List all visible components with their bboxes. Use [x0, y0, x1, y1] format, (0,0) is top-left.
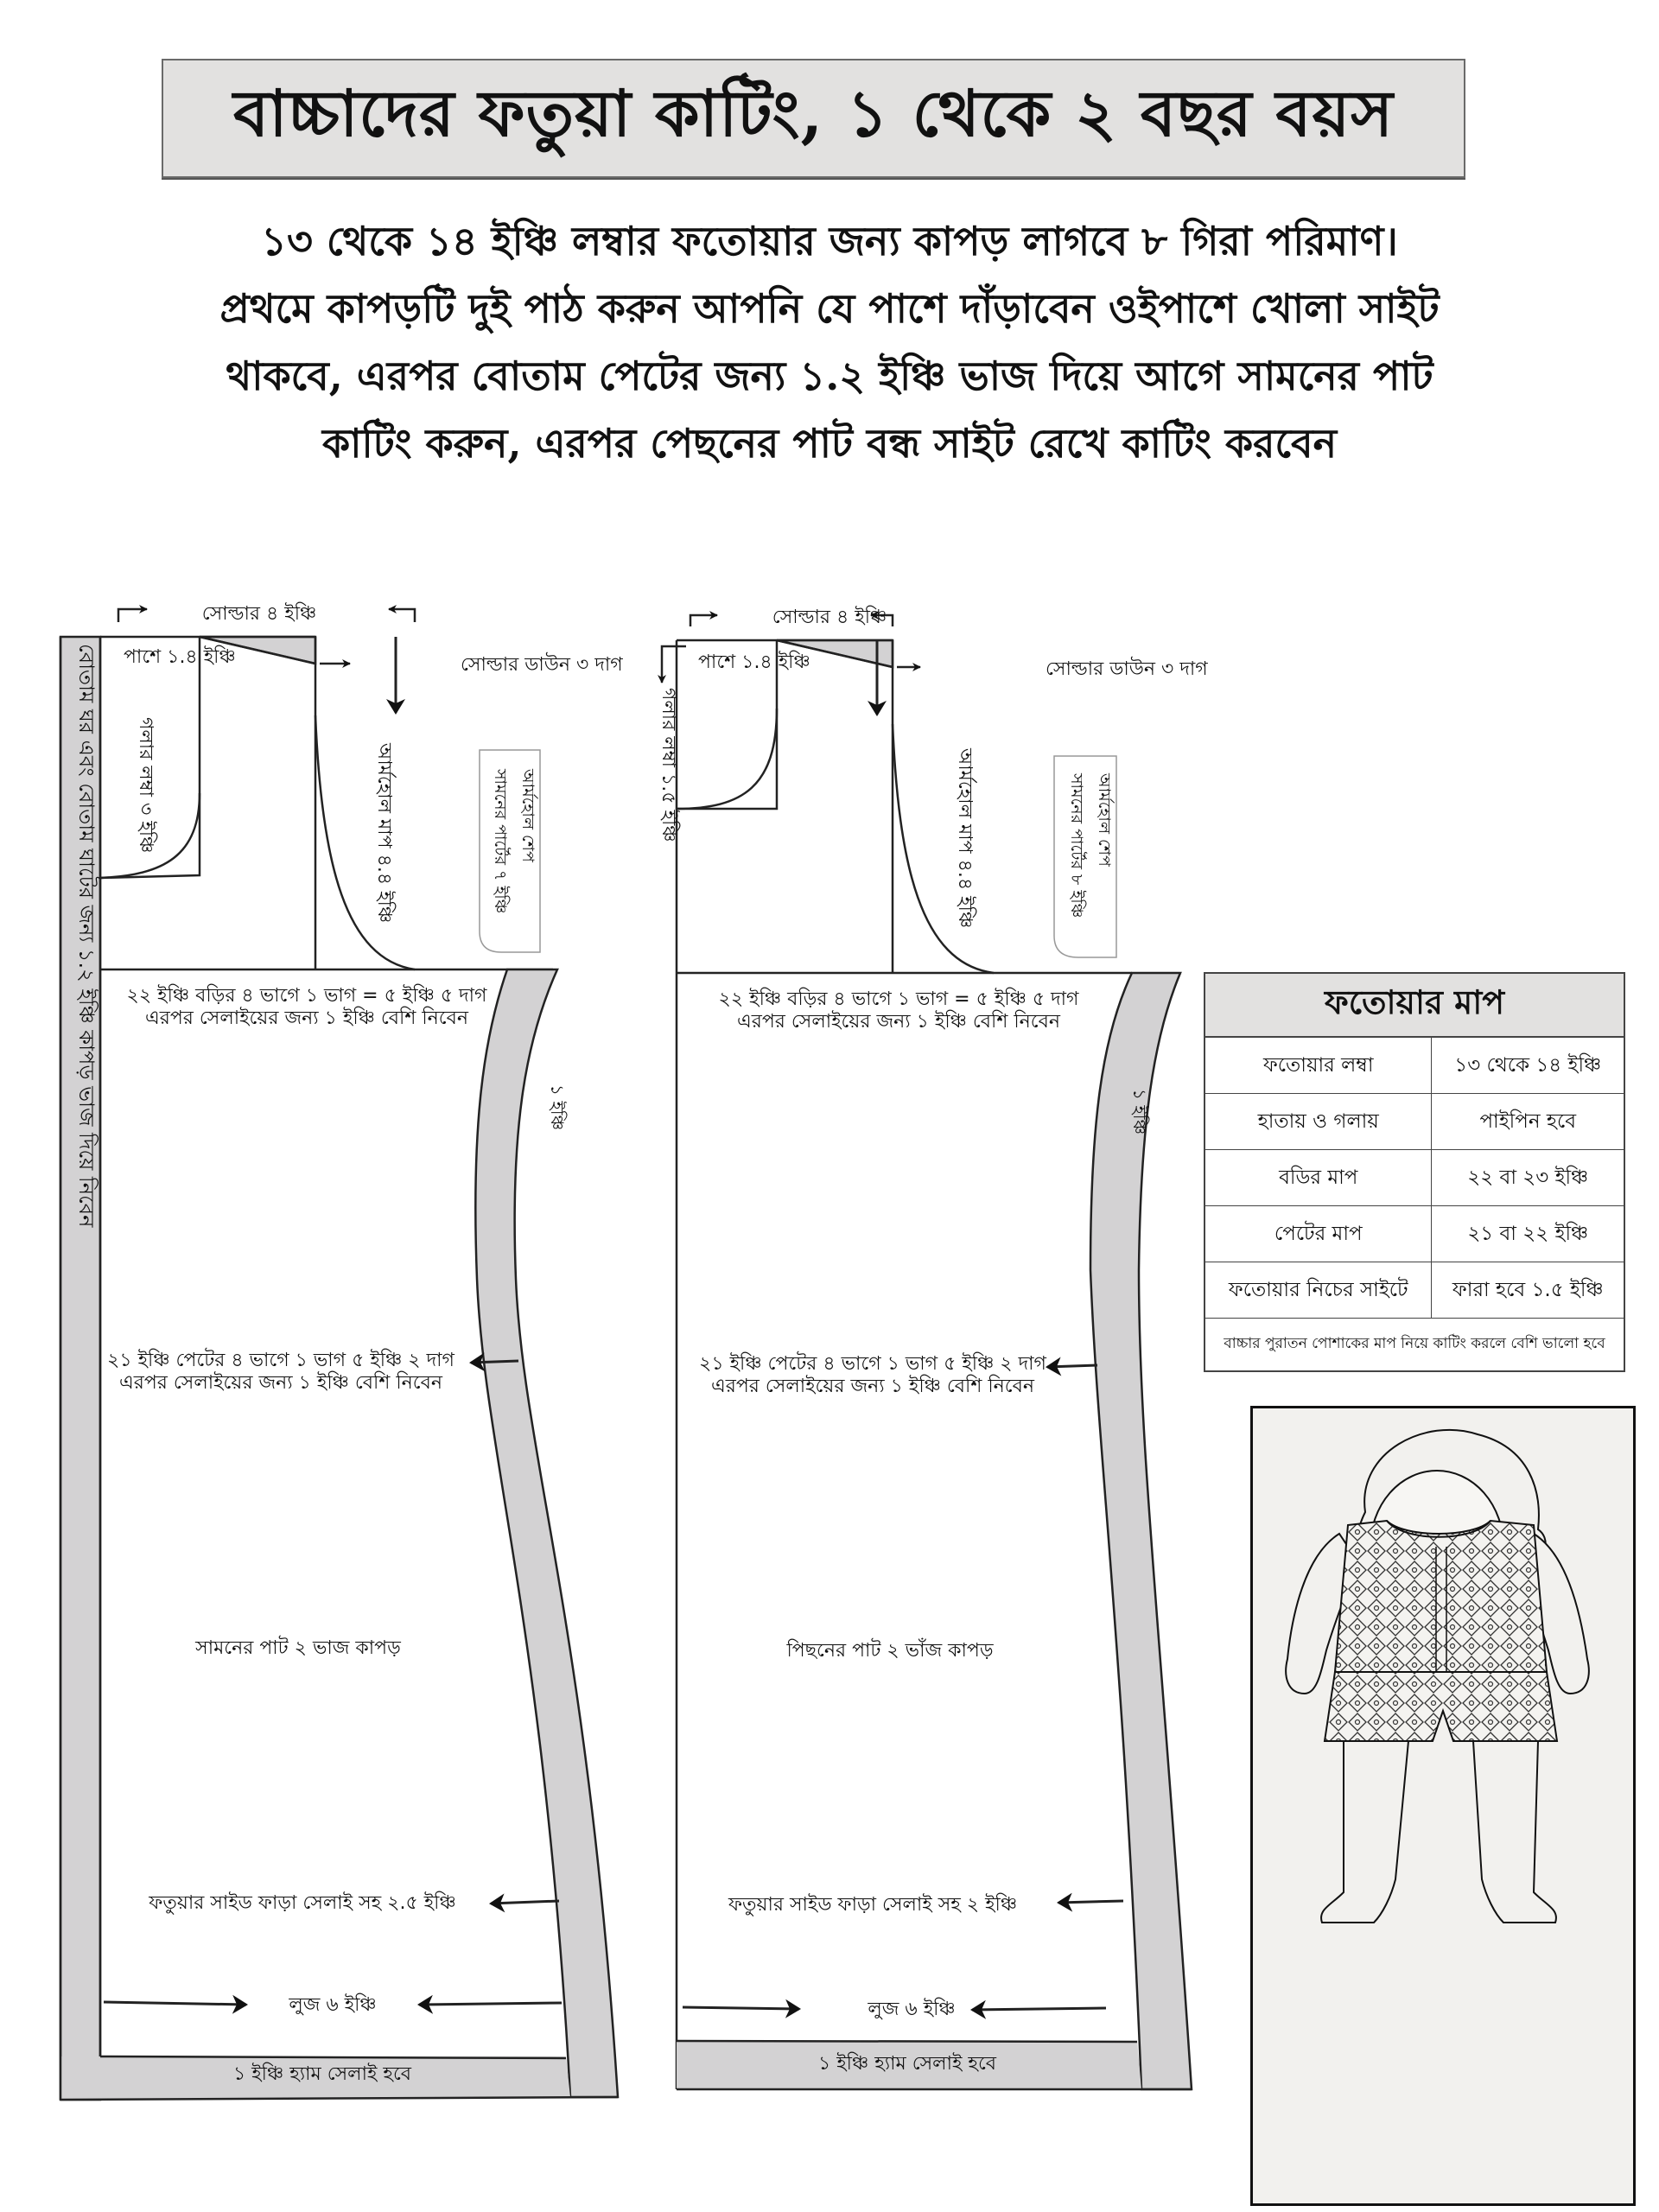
back-chest-calc: ২২ ইঞ্চি বড়ির ৪ ভাগে ১ ভাগ = ৫ ইঞ্চি ৫ দাগ এরপর সেলাইয়ের জন্য ১ ইঞ্চি বেশি নিবেন [718, 988, 1079, 1033]
front-waist-calc: ২১ ইঞ্চি পেটের ৪ ভাগে ১ ভাগ ৫ ইঞ্চি ২ দাগ এরপর সেলাইয়ের জন্য ১ ইঞ্চি বেশি নিবেন [107, 1350, 454, 1395]
page-title: বাচ্চাদের ফতুয়া কাটিং, ১ থেকে ২ বছর বয়স [232, 76, 1395, 151]
front-side-slit-label: ফতুয়ার সাইড ফাড়া সেলাই সহ ২.৫ ইঞ্চি [149, 1892, 456, 1914]
row-value: ১৩ থেকে ১৪ ইঞ্চি [1432, 1037, 1624, 1094]
intro-line: কাটিং করুন, এরপর পেছনের পাট বন্ধ সাইট রেখে কাটিং করবেন [321, 420, 1338, 467]
front-armhole-depth-label: আর্মহোল মাপ ৪.৪ ইঞ্চি [373, 743, 395, 924]
table-heading: ফতোয়ার মাপ [1205, 973, 1624, 1037]
back-shoulder-label: সোল্ডার ৪ ইঞ্চি [772, 607, 887, 628]
front-side-seam-label: ১ ইঞ্চি [547, 1084, 568, 1130]
front-neck-width-label: পাশে ১.৪ ইঞ্চি [124, 646, 236, 668]
table-note: বাচ্চার পুরাতন পোশাকের মাপ নিয়ে কাটিং করলে বেশি ভালো হবে [1205, 1319, 1624, 1372]
back-neck-depth-label: গলার লম্বা ১.৫ ইঞ্চি [658, 688, 679, 842]
table-row [1205, 1037, 1624, 1094]
row-label: ফতোয়ার লম্বা [1205, 1037, 1432, 1094]
table-row [1205, 1094, 1624, 1150]
row-value: ২২ বা ২৩ ইঞ্চি [1432, 1150, 1624, 1206]
front-shoulder-label: সোল্ডার ৪ ইঞ্চি [201, 603, 317, 625]
front-shoulder-down-label: সোল্ডার ডাউন ৩ দাগ [461, 654, 623, 676]
back-armhole-depth-label: আর্মহোল মাপ ৪.৪ ইঞ্চি [954, 748, 976, 929]
back-piece-label: পিছনের পাট ২ ভাঁজ কাপড় [786, 1640, 994, 1662]
front-armhole-shape-label: আর্মহোল শেপ সামনের পার্টের ৭ ইঞ্চি [491, 769, 537, 914]
intro-line: ১৩ থেকে ১৪ ইঞ্চি লম্বার ফতোয়ার জন্য কাপড় লাগবে ৮ গিরা পরিমাণ। [261, 218, 1398, 264]
back-shoulder-down-label: সোল্ডার ডাউন ৩ দাগ [1046, 658, 1208, 680]
intro-line: প্রথমে কাপড়টি দুই পাঠ করুন আপনি যে পাশে দাঁড়াবেন ওইপাশে খোলা সাইট [219, 285, 1440, 332]
back-hem-label: ১ ইঞ্চি হ্যাম সেলাই হবে [817, 2053, 997, 2075]
placket-note: বোতাম ঘর এবং বোতাম ঘাটের জন্য ১.২ ইঞ্চি কাপড় ভাজ দিয়ে নিবেন [74, 644, 99, 1228]
front-chest-calc: ২২ ইঞ্চি বড়ির ৪ ভাগে ১ ভাগ = ৫ ইঞ্চি ৫ দাগ এরপর সেলাইয়ের জন্য ১ ইঞ্চি বেশি নিবেন [126, 985, 487, 1030]
row-value: ২১ বা ২২ ইঞ্চি [1432, 1206, 1624, 1262]
child-figure-icon [1253, 1408, 1633, 2203]
child-illustration [1250, 1406, 1636, 2206]
row-label: পেটের মাপ [1205, 1206, 1432, 1262]
front-loose-label: লুজ ৬ ইঞ্চি [289, 1994, 377, 2016]
front-hem-label: ১ ইঞ্চি হ্যাম সেলাই হবে [232, 2063, 412, 2085]
table-row [1205, 1262, 1624, 1319]
back-side-seam-label: ১ ইঞ্চি [1129, 1089, 1150, 1135]
row-label: ফতোয়ার নিচের সাইটে [1205, 1262, 1432, 1319]
measurement-table [1204, 972, 1625, 1372]
row-value: ফারা হবে ১.৫ ইঞ্চি [1432, 1262, 1624, 1319]
table-row [1205, 1206, 1624, 1262]
front-neck-depth-label: গলার লম্বা ৩ ইঞ্চি [135, 717, 156, 854]
back-loose-label: লুজ ৬ ইঞ্চি [868, 1999, 956, 2020]
back-side-slit-label: ফতুয়ার সাইড ফাড়া সেলাই সহ ২ ইঞ্চি [728, 1894, 1018, 1916]
table-row [1205, 1150, 1624, 1206]
back-waist-calc: ২১ ইঞ্চি পেটের ৪ ভাগে ১ ভাগ ৫ ইঞ্চি ২ দাগ এরপর সেলাইয়ের জন্য ১ ইঞ্চি বেশি নিবেন [699, 1353, 1046, 1398]
front-piece-label: সামনের পাট ২ ভাজ কাপড় [195, 1637, 401, 1659]
row-value: পাইপিন হবে [1432, 1094, 1624, 1150]
row-label: হাতায় ও গলায় [1205, 1094, 1432, 1150]
intro-line: থাকবে, এরপর বোতাম পেটের জন্য ১.২ ইঞ্চি ভাজ দিয়ে আগে সামনের পাট [226, 353, 1433, 399]
row-label: বডির মাপ [1205, 1150, 1432, 1206]
back-armhole-shape-label: আর্মহোল শেপ সামনের পার্টের ৮ ইঞ্চি [1067, 773, 1114, 918]
back-neck-width-label: পাশে ১.৪ ইঞ্চি [698, 652, 810, 673]
